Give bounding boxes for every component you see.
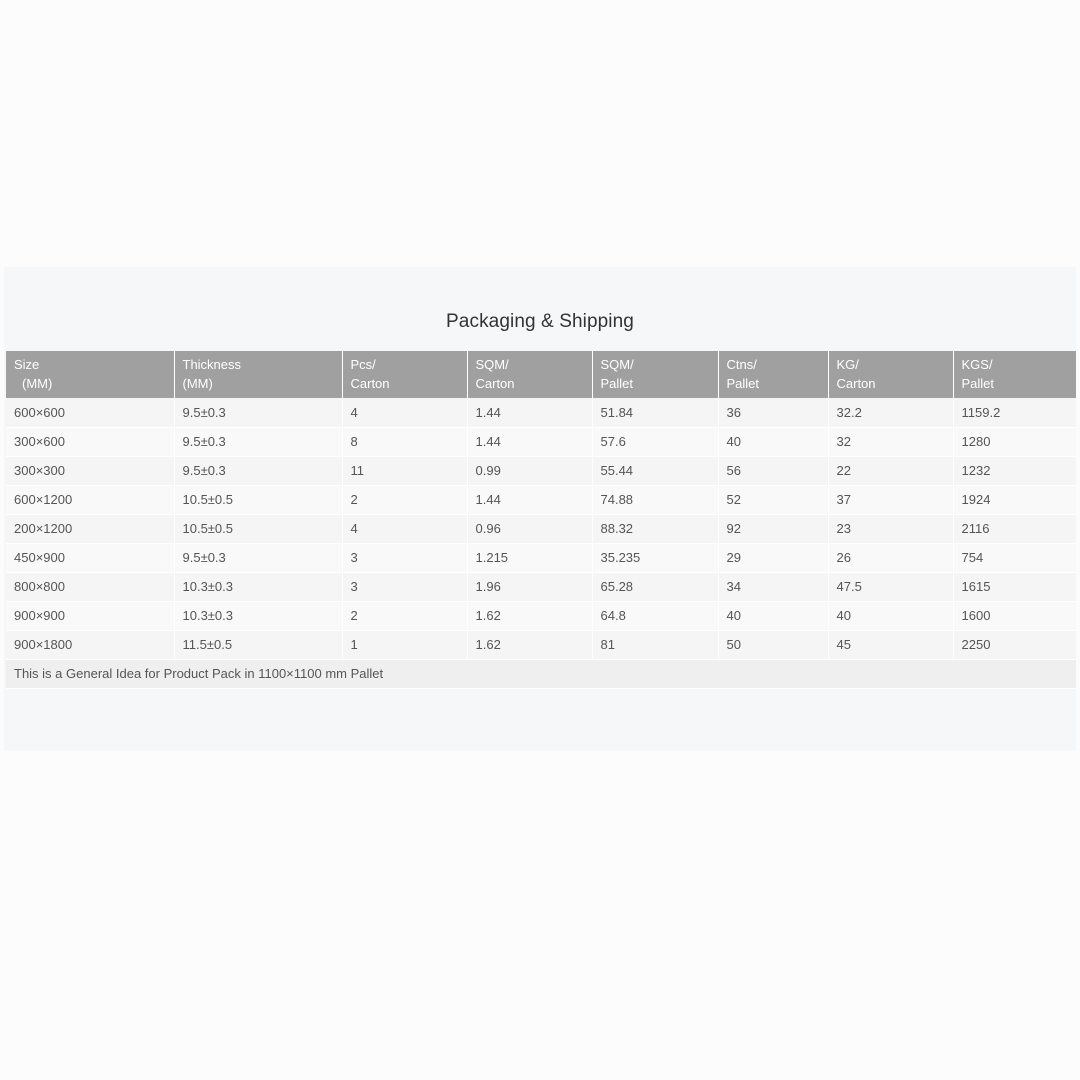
header-pcs-carton: Pcs/ Carton: [342, 351, 467, 398]
table-row: [6, 398, 1076, 427]
cell-sqm-carton: 0.99: [467, 456, 592, 485]
cell-kg-carton: 40: [828, 601, 953, 630]
table-row: [6, 543, 1076, 572]
cell-kgs-pallet: 1159.2: [953, 398, 1076, 427]
cell-kgs-pallet: 1232: [953, 456, 1076, 485]
cell-kgs-pallet: 1600: [953, 601, 1076, 630]
cell-thickness: 10.5±0.5: [174, 514, 342, 543]
table-row: [6, 514, 1076, 543]
table-row: [6, 572, 1076, 601]
cell-sqm-pallet: 51.84: [592, 398, 718, 427]
cell-thickness: 9.5±0.3: [174, 456, 342, 485]
cell-pcs-carton: 2: [342, 485, 467, 514]
cell-pcs-carton: 8: [342, 427, 467, 456]
table-row: [6, 601, 1076, 630]
cell-pcs-carton: 3: [342, 543, 467, 572]
cell-pcs-carton: 4: [342, 398, 467, 427]
cell-size: 900×900: [6, 601, 174, 630]
cell-size: 600×600: [6, 398, 174, 427]
table-row: [6, 485, 1076, 514]
cell-thickness: 10.3±0.3: [174, 601, 342, 630]
cell-kgs-pallet: 1280: [953, 427, 1076, 456]
cell-sqm-pallet: 88.32: [592, 514, 718, 543]
cell-sqm-carton: 1.44: [467, 427, 592, 456]
cell-ctns-pallet: 56: [718, 456, 828, 485]
packaging-table: [6, 351, 1076, 689]
cell-sqm-carton: 1.62: [467, 630, 592, 659]
cell-ctns-pallet: 29: [718, 543, 828, 572]
cell-kg-carton: 32: [828, 427, 953, 456]
cell-ctns-pallet: 52: [718, 485, 828, 514]
cell-size: 800×800: [6, 572, 174, 601]
header-sqm-carton: SQM/ Carton: [467, 351, 592, 398]
cell-size: 450×900: [6, 543, 174, 572]
table-note: This is a General Idea for Product Pack in 1100×1100 mm Pallet: [6, 659, 1076, 688]
cell-sqm-carton: 1.96: [467, 572, 592, 601]
cell-kg-carton: 22: [828, 456, 953, 485]
cell-sqm-pallet: 55.44: [592, 456, 718, 485]
cell-kgs-pallet: 1924: [953, 485, 1076, 514]
cell-kgs-pallet: 1615: [953, 572, 1076, 601]
header-kgs-pallet: KGS/ Pallet: [953, 351, 1076, 398]
cell-sqm-carton: 1.44: [467, 398, 592, 427]
cell-kg-carton: 45: [828, 630, 953, 659]
cell-sqm-carton: 1.62: [467, 601, 592, 630]
cell-kgs-pallet: 2250: [953, 630, 1076, 659]
cell-size: 200×1200: [6, 514, 174, 543]
cell-sqm-pallet: 74.88: [592, 485, 718, 514]
header-sqm-pallet: SQM/ Pallet: [592, 351, 718, 398]
cell-ctns-pallet: 50: [718, 630, 828, 659]
cell-pcs-carton: 2: [342, 601, 467, 630]
cell-pcs-carton: 4: [342, 514, 467, 543]
page-title: Packaging & Shipping: [446, 311, 634, 332]
header-ctns-pallet: Ctns/ Pallet: [718, 351, 828, 398]
cell-size: 300×600: [6, 427, 174, 456]
table-row: [6, 630, 1076, 659]
cell-sqm-carton: 1.215: [467, 543, 592, 572]
cell-thickness: 11.5±0.5: [174, 630, 342, 659]
cell-sqm-carton: 0.96: [467, 514, 592, 543]
cell-kg-carton: 47.5: [828, 572, 953, 601]
table-row: [6, 427, 1076, 456]
table-row: [6, 456, 1076, 485]
cell-kg-carton: 32.2: [828, 398, 953, 427]
header-thickness: Thickness (MM): [174, 351, 342, 398]
cell-kgs-pallet: 754: [953, 543, 1076, 572]
cell-thickness: 9.5±0.3: [174, 398, 342, 427]
cell-pcs-carton: 1: [342, 630, 467, 659]
cell-pcs-carton: 3: [342, 572, 467, 601]
cell-sqm-pallet: 64.8: [592, 601, 718, 630]
header-size: Size (MM): [6, 351, 174, 398]
cell-ctns-pallet: 40: [718, 601, 828, 630]
cell-ctns-pallet: 92: [718, 514, 828, 543]
cell-thickness: 10.5±0.5: [174, 485, 342, 514]
cell-sqm-carton: 1.44: [467, 485, 592, 514]
cell-pcs-carton: 11: [342, 456, 467, 485]
table-header-row: [6, 351, 1076, 398]
cell-ctns-pallet: 36: [718, 398, 828, 427]
cell-size: 300×300: [6, 456, 174, 485]
cell-sqm-pallet: 65.28: [592, 572, 718, 601]
cell-ctns-pallet: 40: [718, 427, 828, 456]
cell-kg-carton: 26: [828, 543, 953, 572]
cell-ctns-pallet: 34: [718, 572, 828, 601]
cell-kg-carton: 23: [828, 514, 953, 543]
cell-kgs-pallet: 2116: [953, 514, 1076, 543]
cell-thickness: 9.5±0.3: [174, 427, 342, 456]
header-kg-carton: KG/ Carton: [828, 351, 953, 398]
cell-sqm-pallet: 35.235: [592, 543, 718, 572]
cell-sqm-pallet: 81: [592, 630, 718, 659]
cell-kg-carton: 37: [828, 485, 953, 514]
cell-sqm-pallet: 57.6: [592, 427, 718, 456]
cell-size: 900×1800: [6, 630, 174, 659]
cell-size: 600×1200: [6, 485, 174, 514]
packaging-panel: [4, 267, 1076, 751]
table-note-row: [6, 659, 1076, 688]
cell-thickness: 10.3±0.3: [174, 572, 342, 601]
cell-thickness: 9.5±0.3: [174, 543, 342, 572]
